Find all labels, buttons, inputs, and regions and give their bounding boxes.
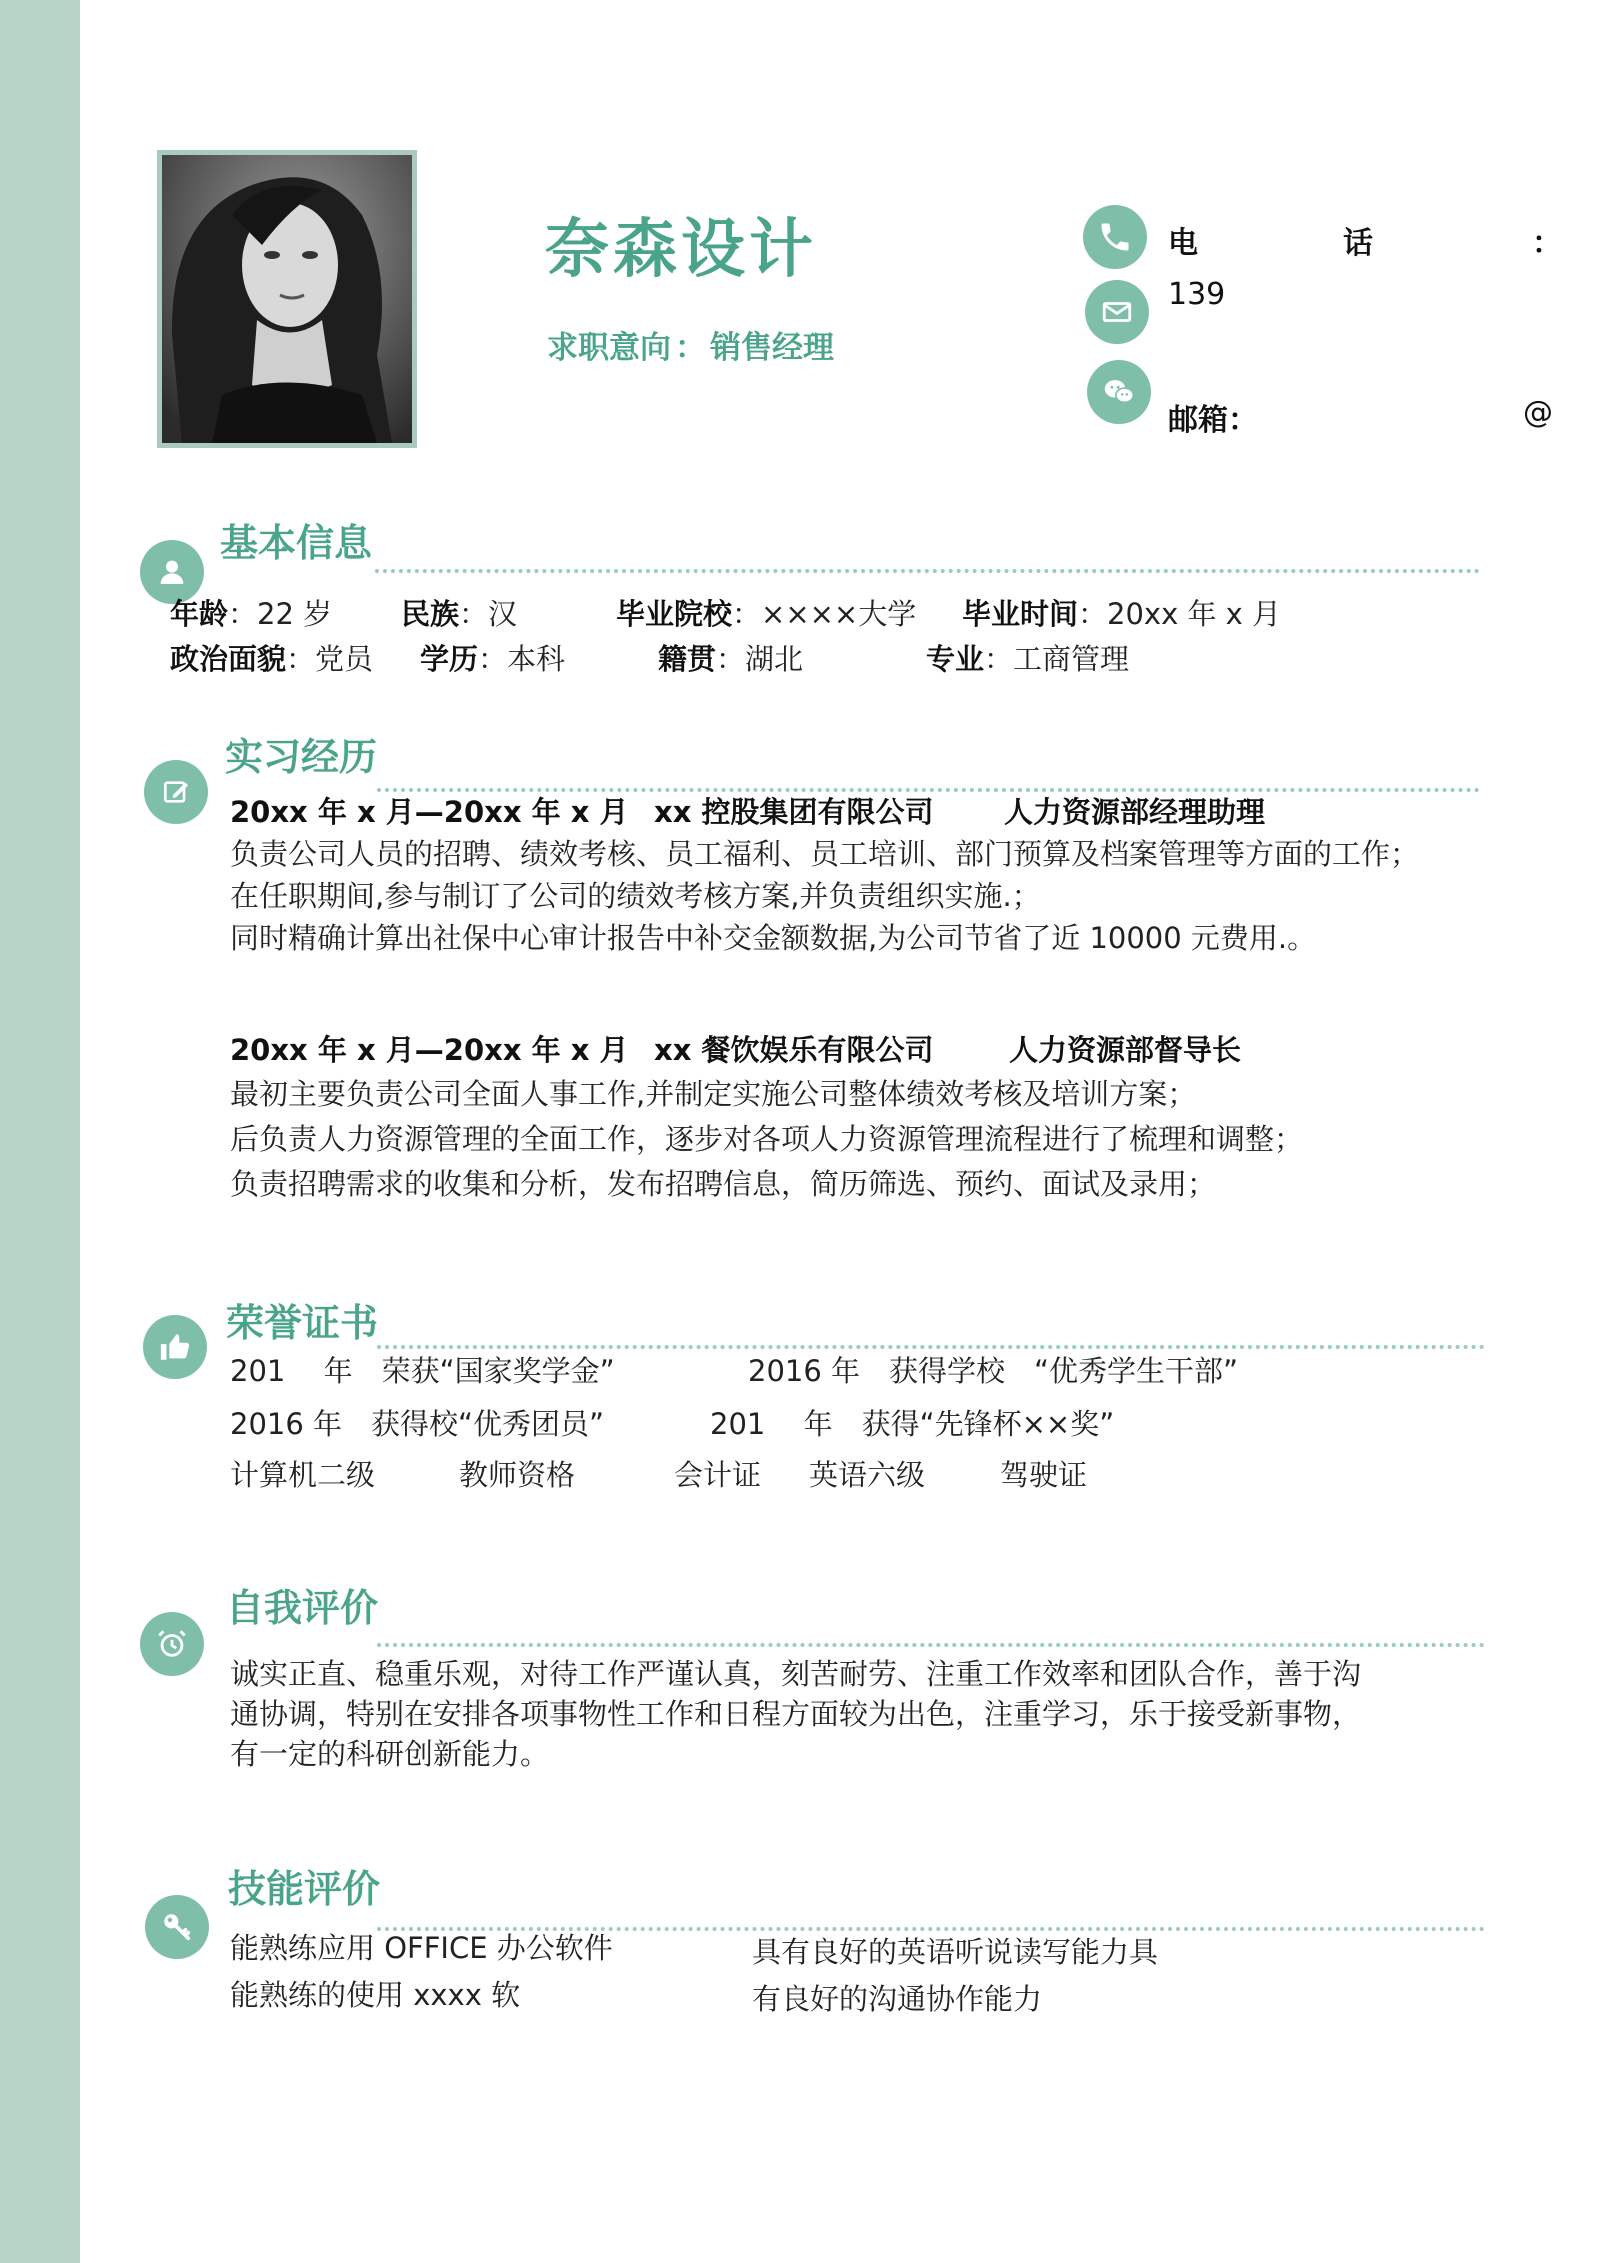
section-title-basic: 基本信息 [220, 521, 373, 565]
exp1-line: 同时精确计算出社保中心审计报告中补交金额数据,为公司节省了近 10000 元费用.。 [230, 921, 1317, 955]
exp2-period: 20xx 年 x 月—20xx 年 x 月 [230, 1033, 629, 1067]
exp1-period: 20xx 年 x 月—20xx 年 x 月 [230, 795, 629, 829]
section-title-honors: 荣誉证书 [226, 1301, 379, 1345]
section-divider [377, 1643, 1485, 1647]
exp1-position: 人力资源部经理助理 [1004, 795, 1266, 829]
honor-item: 201 年 获得“先锋杯××奖” [710, 1407, 1115, 1441]
alarm-clock-icon [140, 1612, 204, 1676]
honor-item: 201 年 荣获“国家奖学金” [230, 1354, 615, 1388]
ethnic-label: 民族 [401, 597, 460, 631]
objective-label: 求职意向 [547, 330, 671, 366]
major-value: ：工商管理 [984, 642, 1130, 676]
skill-item: 能熟练应用 OFFICE 办公软件 [230, 1931, 613, 1965]
key-icon [145, 1895, 209, 1959]
honor-item: 2016 年 获得校“优秀团员” [230, 1407, 605, 1441]
mail-icon [1085, 280, 1149, 344]
cert-item: 计算机二级 [230, 1458, 376, 1492]
honor-item: 2016 年 获得学校 “优秀学生干部” [748, 1354, 1239, 1388]
section-title-intern: 实习经历 [225, 735, 378, 779]
cert-item: 英语六级 [809, 1458, 926, 1492]
self-eval-line: 有一定的科研创新能力。 [230, 1737, 550, 1771]
basic-origin [658, 637, 803, 678]
exp1-line: 负责公司人员的招聘、绩效考核、员工福利、员工培训、部门预算及档案管理等方面的工作； [230, 837, 1420, 871]
profile-photo [157, 150, 417, 448]
age-label: 年龄 [170, 597, 229, 631]
email-at: @ [1523, 395, 1553, 430]
basic-ethnic [401, 592, 517, 633]
cert-item: 驾驶证 [1000, 1458, 1088, 1492]
origin-value: ：湖北 [716, 642, 804, 676]
cert-item: 会计证 [674, 1458, 762, 1492]
phone-value: 139 [1168, 277, 1226, 312]
email-label: 邮箱： [1168, 403, 1258, 438]
exp2-position: 人力资源部督导长 [1009, 1033, 1242, 1067]
age-value: ：22 岁 [228, 597, 333, 631]
basic-school [616, 592, 916, 633]
ethnic-value: ：汉 [459, 597, 518, 631]
self-eval-line: 通协调，特别在安排各项事物性工作和日程方面较为出色，注重学习，乐于接受新事物， [230, 1697, 1362, 1731]
objective-sep: ： [675, 330, 706, 366]
edu-label: 学历 [420, 642, 479, 676]
grad-label: 毕业时间 [962, 597, 1079, 631]
applicant-name: 奈森设计 [545, 213, 817, 287]
section-title-skills: 技能评价 [228, 1867, 381, 1911]
basic-major [926, 637, 1129, 678]
cert-item: 教师资格 [459, 1458, 576, 1492]
skill-item: 能熟练的使用 xxxx 软 [230, 1978, 521, 2012]
exp2-line: 后负责人力资源管理的全面工作，逐步对各项人力资源管理流程进行了梳理和调整； [230, 1122, 1304, 1156]
exp2-line: 最初主要负责公司全面人事工作,并制定实施公司整体绩效考核及培训方案； [230, 1077, 1197, 1111]
major-label: 专业 [926, 642, 985, 676]
school-value: ：××××大学 [732, 597, 917, 631]
self-eval-line: 诚实正直、稳重乐观，对待工作严谨认真，刻苦耐劳、注重工作效率和团队合作，善于沟 [230, 1657, 1362, 1691]
skill-item: 有良好的沟通协作能力 [752, 1982, 1043, 2016]
politics-value: ：党员 [286, 642, 374, 676]
exp1-company: xx 控股集团有限公司 [654, 795, 934, 829]
exp2-company: xx 餐饮娱乐有限公司 [654, 1033, 934, 1067]
wechat-icon [1087, 360, 1151, 424]
section-title-self: 自我评价 [226, 1586, 379, 1630]
politics-label: 政治面貌 [170, 642, 287, 676]
school-label: 毕业院校 [616, 597, 733, 631]
phone-label-2: 话 [1343, 226, 1373, 261]
exp2-line: 负责招聘需求的收集和分析，发布招聘信息，简历筛选、预约、面试及录用； [230, 1167, 1217, 1201]
section-divider [375, 569, 1480, 573]
exp1-line: 在任职期间,参与制订了公司的绩效考核方案,并负责组织实施.； [230, 879, 1041, 913]
edit-icon [144, 760, 208, 824]
origin-label: 籍贯 [658, 642, 717, 676]
job-objective [547, 322, 834, 367]
basic-grad [962, 592, 1281, 633]
basic-edu [420, 637, 565, 678]
edu-value: ：本科 [478, 642, 566, 676]
skill-item: 具有良好的英语听说读写能力具 [752, 1935, 1159, 1969]
basic-politics [170, 637, 373, 678]
phone-colon: ： [1532, 226, 1562, 261]
thumbs-up-icon [143, 1315, 207, 1379]
grad-value: ：20xx 年 x 月 [1078, 597, 1282, 631]
objective-value: 销售经理 [710, 330, 834, 366]
side-bar [0, 0, 80, 2263]
phone-icon [1083, 205, 1147, 269]
basic-age [170, 592, 332, 633]
phone-label-1: 电 [1168, 226, 1198, 261]
